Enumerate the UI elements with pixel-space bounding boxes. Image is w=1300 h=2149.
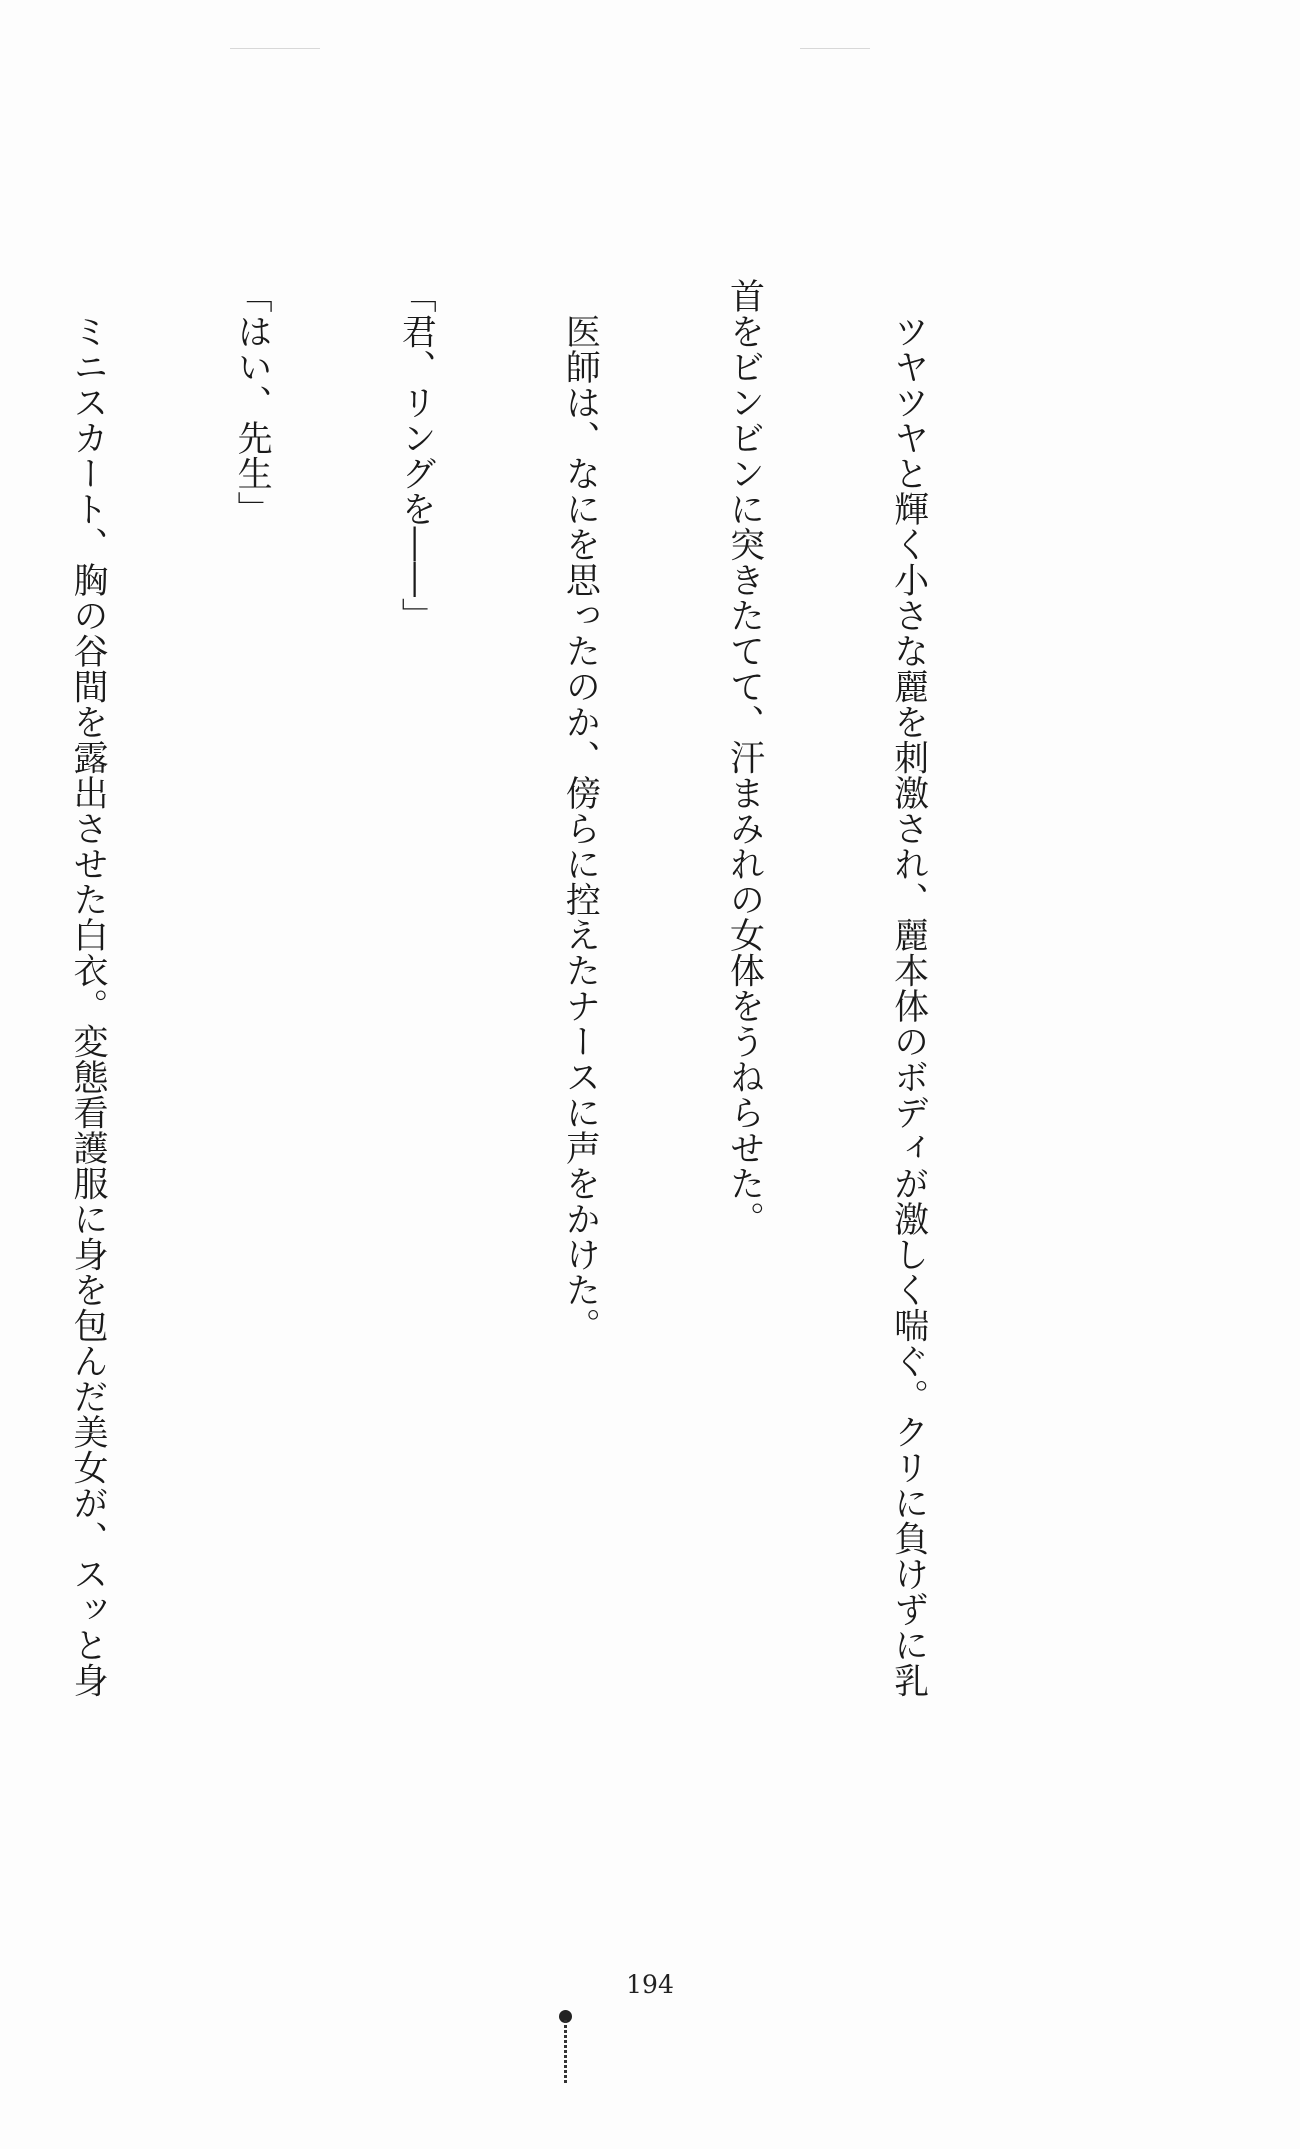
page-marker-line <box>564 2020 567 2085</box>
top-edge-mark <box>230 48 320 49</box>
page-number: 194 <box>626 1970 674 1999</box>
text-line: 医師は、なにを思ったのか、傍らに控えたナースに声をかけた。 <box>560 278 601 1343</box>
vertical-text-body <box>0 278 1045 1808</box>
text-line: 首をビンビンに突きたてて、汗まみれの女体をうねらせた。 <box>724 278 765 1237</box>
text-line: 「はい、先生」 <box>232 278 273 527</box>
top-edge-mark <box>800 48 870 49</box>
text-line: 「君、リングを――」 <box>396 278 437 633</box>
text-line: ツヤツヤと輝く小さな麗を刺激され、麗本体のボディが激しく喘ぐ。クリに負けずに乳 <box>888 278 929 1698</box>
text-line: ミニスカート、胸の谷間を露出させた白衣。変態看護服に身を包んだ美女が、スッと身 <box>68 278 109 1698</box>
